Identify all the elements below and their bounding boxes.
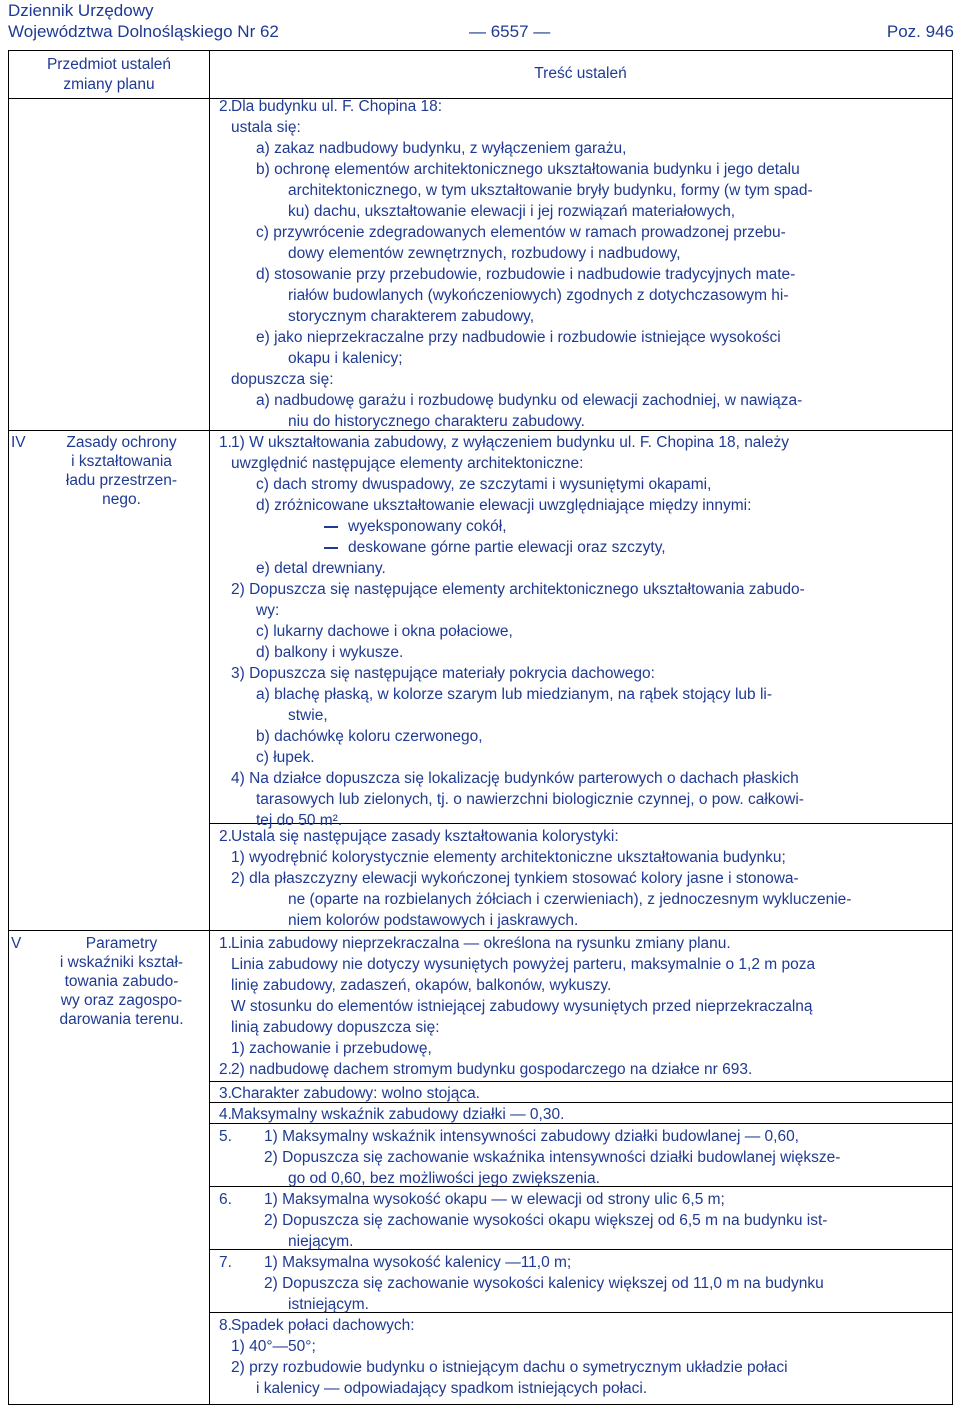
content-line: c) łupek. xyxy=(256,749,315,766)
row-number: 1. xyxy=(219,935,232,952)
section-number: V xyxy=(11,935,22,952)
content-line: 1) 40°—50°; xyxy=(231,1338,316,1355)
section-title xyxy=(49,934,194,1029)
content-line: Spadek połaci dachowych: xyxy=(231,1317,415,1334)
section-number: IV xyxy=(11,434,26,451)
content-line: a) nadbudowę garażu i rozbudowę budynku od elewacji zachodniej, w nawiąza- xyxy=(256,392,803,409)
left-header-line: zmiany planu xyxy=(63,76,155,93)
page-number: — 6557 — xyxy=(469,22,551,41)
content-line: 1) zachowanie i przebudowę, xyxy=(231,1040,432,1057)
content-line: c) dach stromy dwuspadowy, ze szczytami i wysuniętymi okapami, xyxy=(256,476,712,493)
row-number: 3. xyxy=(219,1085,232,1102)
content-line: 2) przy rozbudowie budynku o istniejącym dachu o symetrycznym układzie połaci xyxy=(231,1359,788,1376)
row-number: 6. xyxy=(219,1191,232,1208)
content-line: i kalenicy — odpowiadający spadkom istniejących połaci. xyxy=(256,1380,648,1397)
column-divider xyxy=(209,51,210,1404)
section-title-line: i wskaźniki kształ- xyxy=(59,954,184,971)
content-text: deskowane górne partie elewacji oraz szczyty, xyxy=(348,539,666,556)
content-line xyxy=(324,538,666,558)
row-number: 2. xyxy=(219,828,232,845)
content-line: 4) Na działce dopuszcza się lokalizację budynków parterowych o dachach płaskich xyxy=(231,770,799,787)
content-line: wy: xyxy=(256,602,280,619)
content-line: storycznym charakterem zabudowy, xyxy=(288,308,535,325)
content-line: b) dachówkę koloru czerwonego, xyxy=(256,728,483,745)
content-line: 1) W ukształtowania zabudowy, z wyłączeniem budynku ul. F. Chopina 18, należy xyxy=(231,434,789,451)
content-line: 1) wyodrębnić kolorystycznie elementy architektoniczne ukształtowania budynku; xyxy=(231,849,786,866)
region-title: Województwa Dolnośląskiego Nr 62 xyxy=(8,22,279,41)
content-line: e) jako nieprzekraczalne przy nadbudowie i rozbudowie istniejące wysokości xyxy=(256,329,781,346)
row-number: 7. xyxy=(219,1254,232,1271)
content-line: 1) Maksymalna wysokość okapu — w elewacji od strony ulic 6,5 m; xyxy=(264,1191,725,1208)
content-line: okapu i kalenicy; xyxy=(288,350,403,367)
content-line: d) balkony i wykusze. xyxy=(256,644,404,661)
left-header-line: Przedmiot ustaleń xyxy=(46,56,172,73)
row-number: 2. xyxy=(219,98,232,115)
content-line: Maksymalny wskaźnik zabudowy działki — 0,30. xyxy=(231,1106,565,1123)
section-title-line: towania zabudo- xyxy=(64,973,179,990)
section-title xyxy=(49,433,194,509)
content-line: niem kolorów podstawowych i jaskrawych. xyxy=(288,912,579,929)
content-line: 2) dla płaszczyzny elewacji wykończonej tynkiem stosować kolory jasne i stonowa- xyxy=(231,870,799,887)
content-line: 2) Dopuszcza się zachowanie wysokości okapu większej od 6,5 m na budynku ist- xyxy=(264,1212,828,1229)
content-line: d) zróżnicowane ukształtowanie elewacji uwzględniające między innymi: xyxy=(256,497,752,514)
content-line: riałów budowlanych (wykończeniowych) zgodnych z dotychczasowym hi- xyxy=(288,287,789,304)
row-divider xyxy=(209,1081,952,1082)
row-number: 2. xyxy=(219,1061,232,1078)
position-number: Poz. 946 xyxy=(886,22,954,41)
row-number: 4. xyxy=(219,1106,232,1123)
content-line xyxy=(324,517,507,537)
content-line: tej do 50 m². xyxy=(256,812,343,829)
content-line: 2) nadbudowę dachem stromym budynku gospodarczego na działce nr 693. xyxy=(231,1061,753,1078)
left-column-header xyxy=(21,55,197,95)
content-line: 2) Dopuszcza się następujące elementy architektonicznego ukształtowania zabudo- xyxy=(231,581,805,598)
content-line: go od 0,60, bez możliwości jego zwiększenia. xyxy=(288,1170,600,1187)
content-line: dopuszcza się: xyxy=(231,371,334,388)
row-number: 8. xyxy=(219,1317,232,1334)
content-line: b) ochronę elementów architektonicznego ukształtowania budynku i jego detalu xyxy=(256,161,800,178)
content-line: Linia zabudowy nie dotyczy wysuniętych powyżej parteru, maksymalnie o 1,2 m poza xyxy=(231,956,816,973)
content-line: Ustala się następujące zasady kształtowania kolorystyki: xyxy=(231,828,619,845)
journal-title: Dziennik Urzędowy xyxy=(8,1,154,20)
section-title-line: ładu przestrzen- xyxy=(65,472,178,489)
section-title-line: Parametry xyxy=(85,935,158,952)
content-line: istniejącym. xyxy=(288,1296,369,1313)
content-line: stwie, xyxy=(288,707,328,724)
section-title-line: wy oraz zagospo- xyxy=(60,992,183,1009)
content-line: linią zabudowy dopuszcza się: xyxy=(231,1019,440,1036)
content-line: dowy elementów zewnętrznych, rozbudowy i nadbudowy, xyxy=(288,245,681,262)
section-title-line: darowania terenu. xyxy=(59,1011,184,1028)
dash-bullet xyxy=(324,526,338,528)
content-line: a) blachę płaską, w kolorze szarym lub miedzianym, na rąbek stojący lub li- xyxy=(256,686,773,703)
content-line: ku) dachu, ukształtowanie elewacji i jej rozwiązań materiałowych, xyxy=(288,203,736,220)
section-title-line: i kształtowania xyxy=(71,453,172,470)
content-line: architektonicznego, w tym ukształtowanie bryły budynku, formy (w tym spad- xyxy=(288,182,813,199)
header-divider xyxy=(9,98,952,99)
section-title-line: nego. xyxy=(102,491,141,508)
content-line: 2) Dopuszcza się zachowanie wysokości kalenicy większej od 11,0 m na budynku xyxy=(264,1275,824,1292)
row-number: 5. xyxy=(219,1128,232,1145)
content-line: Linia zabudowy nieprzekraczalna — określona na rysunku zmiany planu. xyxy=(231,935,731,952)
row-number: 1. xyxy=(219,434,232,451)
content-line: a) zakaz nadbudowy budynku, z wyłączeniem garażu, xyxy=(256,140,627,157)
content-line: 3) Dopuszcza się następujące materiały pokrycia dachowego: xyxy=(231,665,655,682)
content-line: Charakter zabudowy: wolno stojąca. xyxy=(231,1085,480,1102)
content-line: uwzględnić następujące elementy architektoniczne: xyxy=(231,455,584,472)
content-line: d) stosowanie przy przebudowie, rozbudowie i nadbudowie tradycyjnych mate- xyxy=(256,266,796,283)
content-line: W stosunku do elementów istniejącej zabudowy wysuniętych przed nieprzekraczalną xyxy=(231,998,813,1015)
content-line: ne (oparte na rozbielanych żółciach i czerwieniach), z jednoczesnym wykluczenie- xyxy=(288,891,852,908)
regulations-table xyxy=(8,50,953,1405)
content-line: niu do historycznego charakteru zabudowy. xyxy=(288,413,585,430)
content-line: Dla budynku ul. F. Chopina 18: xyxy=(231,98,443,115)
content-line: niejącym. xyxy=(288,1233,354,1250)
dash-bullet xyxy=(324,547,338,549)
content-line: 1) Maksymalny wskaźnik intensywności zabudowy działki budowlanej — 0,60, xyxy=(264,1128,799,1145)
page-header xyxy=(8,0,954,42)
content-line: 1) Maksymalna wysokość kalenicy —11,0 m; xyxy=(264,1254,572,1271)
content-line: c) przywrócenie zdegradowanych elementów w ramach prowadzonej przebu- xyxy=(256,224,786,241)
section-title-line: Zasady ochrony xyxy=(66,434,177,451)
content-line: e) detal drewniany. xyxy=(256,560,386,577)
content-line: 2) Dopuszcza się zachowanie wskaźnika intensywności działki budowlanej większe- xyxy=(264,1149,841,1166)
content-text: wyeksponowany cokół, xyxy=(348,518,507,535)
content-line: ustala się: xyxy=(231,119,301,136)
right-column-header: Treść ustaleń xyxy=(534,65,627,82)
content-line: tarasowych lub zielonych, tj. o nawierzchni biologicznie czynnej, o pow. całkowi- xyxy=(256,791,804,808)
content-line: linię zabudowy, zadaszeń, okapów, balkonów, wykuszy. xyxy=(231,977,612,994)
content-line: c) lukarny dachowe i okna połaciowe, xyxy=(256,623,513,640)
